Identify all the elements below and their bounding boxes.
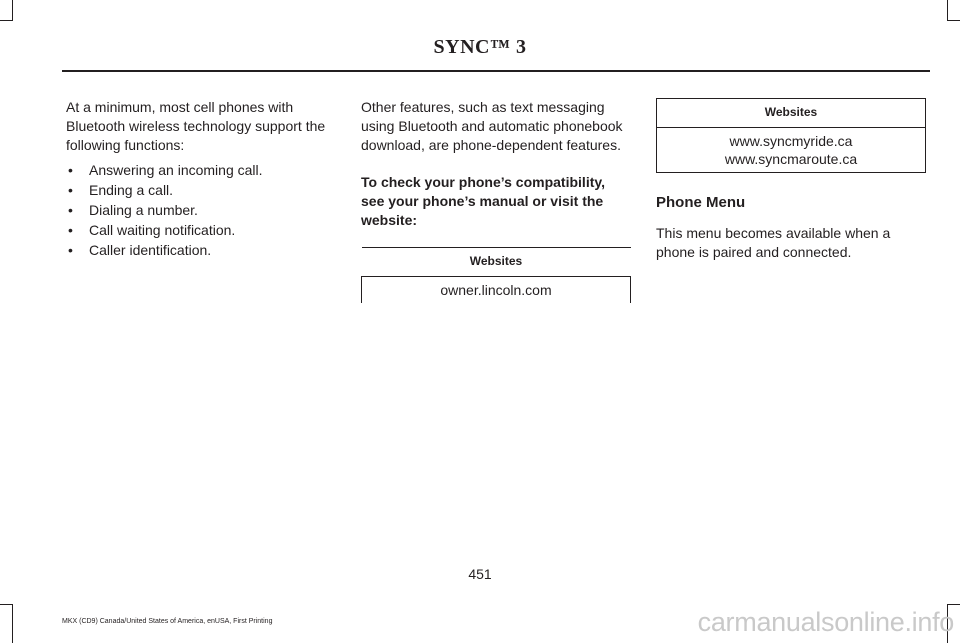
crop-mark	[12, 0, 13, 20]
section-heading: Phone Menu	[656, 194, 746, 211]
websites-table-canada	[656, 98, 926, 173]
list-item: • Dialing a number.	[66, 201, 338, 220]
column-right	[656, 98, 926, 262]
crop-mark	[12, 604, 13, 643]
website-link[interactable]: www.syncmaroute.ca	[724, 151, 858, 167]
function-list	[66, 161, 338, 260]
column-middle	[361, 98, 631, 303]
websites-table	[361, 247, 631, 303]
table-cell-website[interactable]	[657, 128, 926, 173]
page-header-title: SYNC™ 3	[433, 36, 527, 58]
column-left	[66, 98, 338, 261]
edition-footer: MKX (CD9) Canada/United States of America, enUSA, First Printing	[62, 618, 273, 625]
table-header: Websites	[657, 99, 926, 128]
page-number: 451	[468, 566, 492, 582]
features-paragraph: Other features, such as text messaging using Bluetooth and automatic phonebook download, are phone-dependent features.	[361, 99, 623, 153]
crop-mark	[947, 604, 960, 605]
table-cell-website[interactable]: owner.lincoln.com	[362, 277, 631, 304]
section-paragraph: This menu becomes available when a phone is paired and connected.	[656, 225, 891, 260]
website-link[interactable]: www.syncmyride.ca	[729, 133, 853, 149]
intro-paragraph: At a minimum, most cell phones with Bluetooth wireless technology support the following functions:	[66, 99, 326, 153]
list-item: • Call waiting notification.	[66, 221, 338, 240]
crop-mark	[0, 20, 13, 21]
list-item: • Caller identification.	[66, 241, 338, 260]
header-divider	[62, 70, 930, 72]
watermark: carmanualsonline.info	[697, 607, 954, 637]
crop-mark	[947, 20, 960, 21]
table-header: Websites	[362, 248, 631, 277]
crop-mark	[947, 0, 948, 20]
list-item: • Ending a call.	[66, 181, 338, 200]
list-item: • Answering an incoming call.	[66, 161, 338, 180]
compatibility-paragraph: To check your phone’s compatibility, see your phone’s manual or visit the website:	[361, 174, 606, 228]
